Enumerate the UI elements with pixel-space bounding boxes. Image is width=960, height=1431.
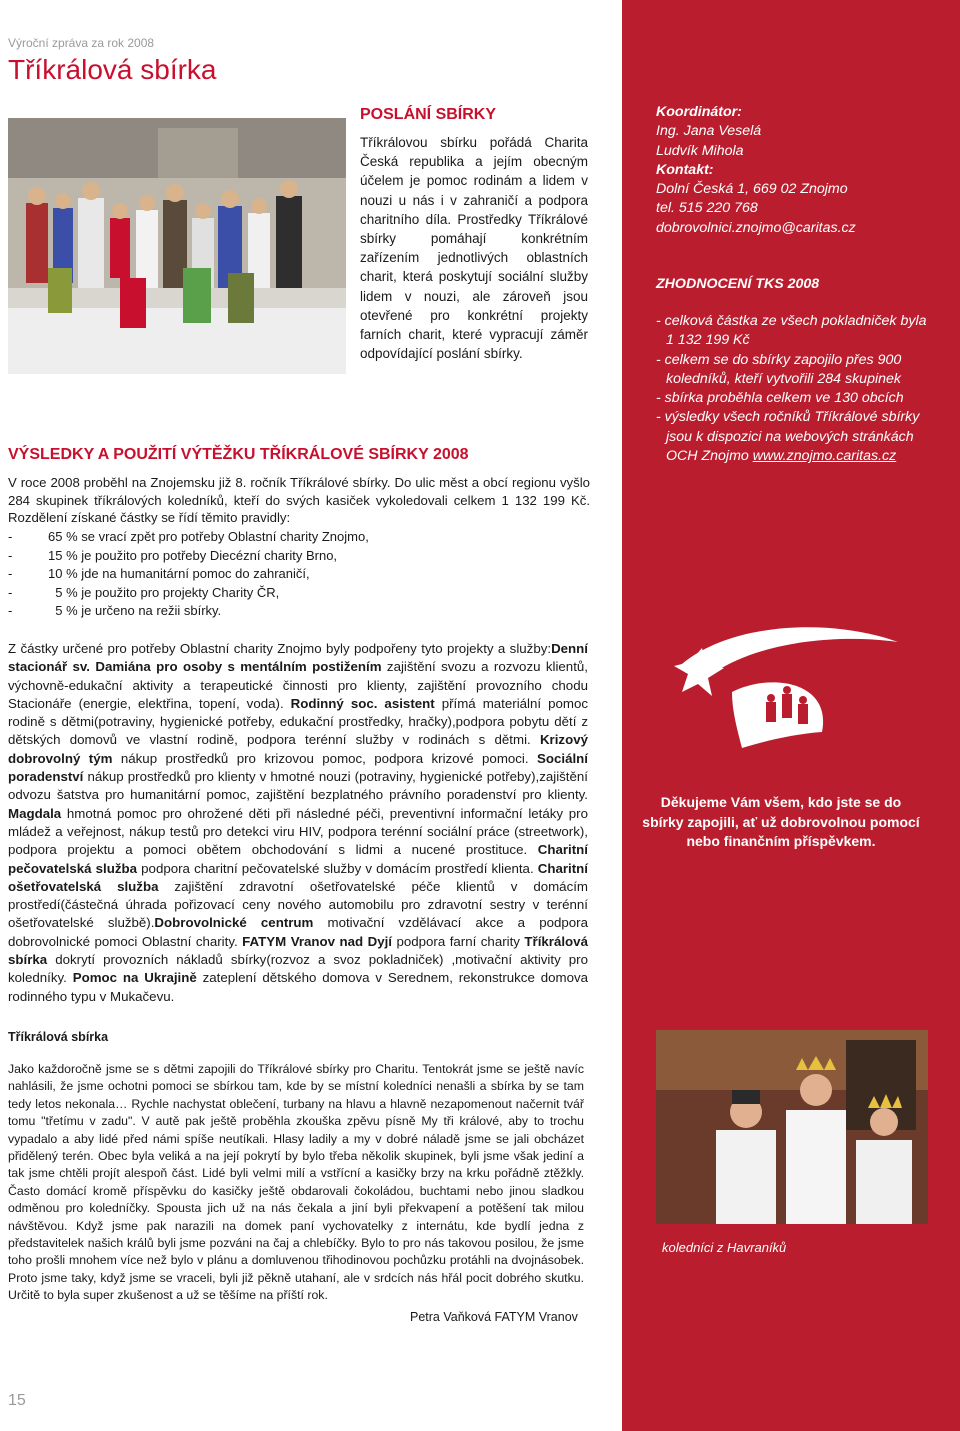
results-heading: VÝSLEDKY A POUŽITÍ VÝTĚŽKU TŘÍKRÁLOVÉ SBÍRKY 2008 [8,446,469,463]
projects-paragraph: Z částky určené pro potřeby Oblastní charity Znojmo byly podpořeny tyto projekty a služby:Denní stacionář sv. Damiána pro osoby s mentálním postižením zajištění svozu a rozvozu klientů, výchovně-edukační aktivity a terapeutické činnosti pro klienty, zajištění provozního chodu Stacionáře (energie, elektřina, topení, voda). Rodinný soc. asistent přímá materiální pomoc rodině s dětmi(potraviny, hygienické potřeby, edukační prostředky, hračky),podpora pobytu dětí z dětských domovů ve vlastní rodině, podpora terénní služby v rodinách s dětmi. Krizový dobrovolný tým nákup prostředků pro krizovou pomoc, podpora krizové pomoci. Sociální poradenství nákup prostředků pro klienty v hmotné nouzi (potraviny, hygienické potřeby),zajištění odvozu šatstva pro humanitární pomoc, zajištění bezplatného právního poradenství pro klienty. Magdala hmotná pomoc pro ohrožené děti při následné péči, preventivní informační letáky pro mládež a veřejnost, nákup testů pro detekci viru HIV, podpora terénní sociální práce (streetwork), podpora projektu a pomoci obětem obchodování s lidmi a nucené prostituce. Charitní pečovatelská služba podpora charitní pečovatelské služby v domácím prostředí klienta. Charitní ošetřovatelská služba zajištění zdravotní ošetřovatelské péče klientů v domácím prostředí(částečná úhrada pořizovací ceny nového automobilu pro zdravotní sestry v terénní ošetřovatelské službě).Dobrovolnické centrum motivační vzdělávací akce a podpora dobrovolnické pomoci Oblastní charity. FATYM Vranov nad Dyjí podpora farní charity Tříkrálová sbírka dokrytí provozních nákladů sbírky(rozvoz a svoz pokladniček) ,motivační aktivity pro koledníky. Pomoc na Ukrajině zateplení dětského domova v Serednem, rekonstrukce domova rodinného typu v Mukačevu. [8,641,589,1004]
story-paragraph: Jako každoročně jsme se s dětmi zapojili do Tříkrálové sbírky pro Charitu. Tentokrát jsme se ještě navíc nahlásili, že jsme ochotni pomoci se sbírkou tam, kde by se místní koledníci nenašli a sbírka by se tam tedy letos nekonala… Rychle nachystat oblečení, turbany na hlavu a hlavně nezapomenout načernit tvář tomu "třetímu v zadu". V autě pak ještě proběhla zkouška zpěvu písně My tři králové, aby to trochu vypadalo a aby lidé před námi spíše neutíkali. Hlasy ladily a my v dobré náladě jsme se jali obcházet přidělený terén. Obec byla veliká a na její pokrytí by bylo třeba několik skupinek, byli jsme však jediní a tak jsme chtěli projít alespoň část. Lidé byli velmi milí a vstřícní a kasičky brzy na krku pořádně ztěžkly. Často domácí kromě příspěvku do kasičky ještě obdarovali čokoládou, buchtami nebo jinou sladkou odměnou pro koledníčky. Spousta jich už na nás čekala a jiní byli překvapení a potěšení tak milou návštěvou. Když jsme pak narazili na domek paní vychovatelky z internátu, kde bydlí jedna z představitelek našich králů byli jsme pozváni na čaj a chlebíčky. Bylo to pro nás takovou posilou, že jsme toho prošli mnohem více než bylo v plánu a domluvenou třihodinovou pochůzku protáhli na dvojnásobek. Proto jsme taky, když jsme se vraceli, byli již pěkně utahaní, ale v srdcích nás hřál pocit dobrého skutku. Určitě to byla super zkušenost a už se těšíme na příští rok. [8,1062,584,1303]
evaluation-item: - celková částka ze všech pokladniček byla 1 132 199 Kč [656,313,927,349]
story-signature: Petra Vaňková FATYM Vranov [410,1310,578,1324]
contact-block [656,103,926,238]
story-title: Tříkrálová sbírka [8,1030,109,1044]
mission-title: POSLÁNÍ SBÍRKY [360,106,497,123]
report-subtitle: Výroční zpráva za rok 2008 [8,36,155,50]
contact-email[interactable]: dobrovolnici.znojmo@caritas.cz [656,219,856,236]
carolers-photo [656,1030,928,1224]
mission-paragraph: Tříkrálovou sbírku pořádá Charita Česká republika a jejím obecným účelem je pomoc rodinám a lidem v nouzi u nás i v zahraničí a podpora charitního díla. Prostředky Tříkrálové sbírky pomáhají konkrétním zařízením jednotlivých oblastních charit, která poskytují sociální služby lidem v nouzi, ale zároveň jsou otevřené pro konkrétní projekty farních charit, které vypracují záměr odpovídající poslání sbírky. [360,135,588,362]
thanks-message: Děkujeme Vám všem, kdo jste se do sbírky zapojili, ať už dobrovolnou pomocí nebo finančním příspěvkem. [642,794,920,849]
contact-phone: tel. 515 220 768 [656,200,758,217]
rule-item: - 15 % je použito pro potřeby Diecézní charity Brno, [8,547,338,563]
coordinator-label: Koordinátor: [656,104,742,120]
comet-kings-icon [672,622,902,752]
evaluation-item: - výsledky všech ročníků Tříkrálové sbírky jsou k dispozici na webových stránkách OCH Znojmo www.znojmo.caritas.cz [656,409,920,465]
distribution-rules [8,528,369,621]
results-intro: V roce 2008 proběhl na Znojemsku již 8. ročník Tříkrálové sbírky. Do ulic měst a obcí regionu vyšlo 284 skupinek tříkrálových koledníků, kteří do svých kasiček vykoledovali celkem 1 132 199 Kč. Rozdělení získané částky se řídí těmito pravidly: [8,475,590,525]
coordinator-name: Ing. Jana Veselá [656,123,762,140]
evaluation-item: - sbírka proběhla celkem ve 130 obcích [656,390,904,407]
evaluation-title: ZHODNOCENÍ TKS 2008 [656,276,820,292]
website-link[interactable]: www.znojmo.caritas.cz [752,448,897,465]
rule-item: - 5 % je použito pro projekty Charity ČR, [8,584,280,600]
contact-label: Kontakt: [656,161,714,178]
coordinator-name: Ludvík Mihola [656,142,744,159]
photo-caption: koledníci z Havraníků [662,1240,787,1255]
evaluation-list [656,312,936,466]
rule-item: - 10 % jde na humanitární pomoc do zahraničí, [8,566,310,582]
page-number: 15 [8,1392,26,1409]
rule-item: - 65 % se vrací zpět pro potřeby Oblastní charity Znojmo, [8,529,369,544]
page-title: Tříkrálová sbírka [8,54,217,85]
contact-address: Dolní Česká 1, 669 02 Znojmo [656,181,848,198]
rule-item: - 5 % je určeno na režii sbírky. [8,603,222,619]
evaluation-item: - celkem se do sbírky zapojilo přes 900 koledníků, kteří vytvořili 284 skupinek [656,351,902,387]
group-photo [8,118,346,374]
